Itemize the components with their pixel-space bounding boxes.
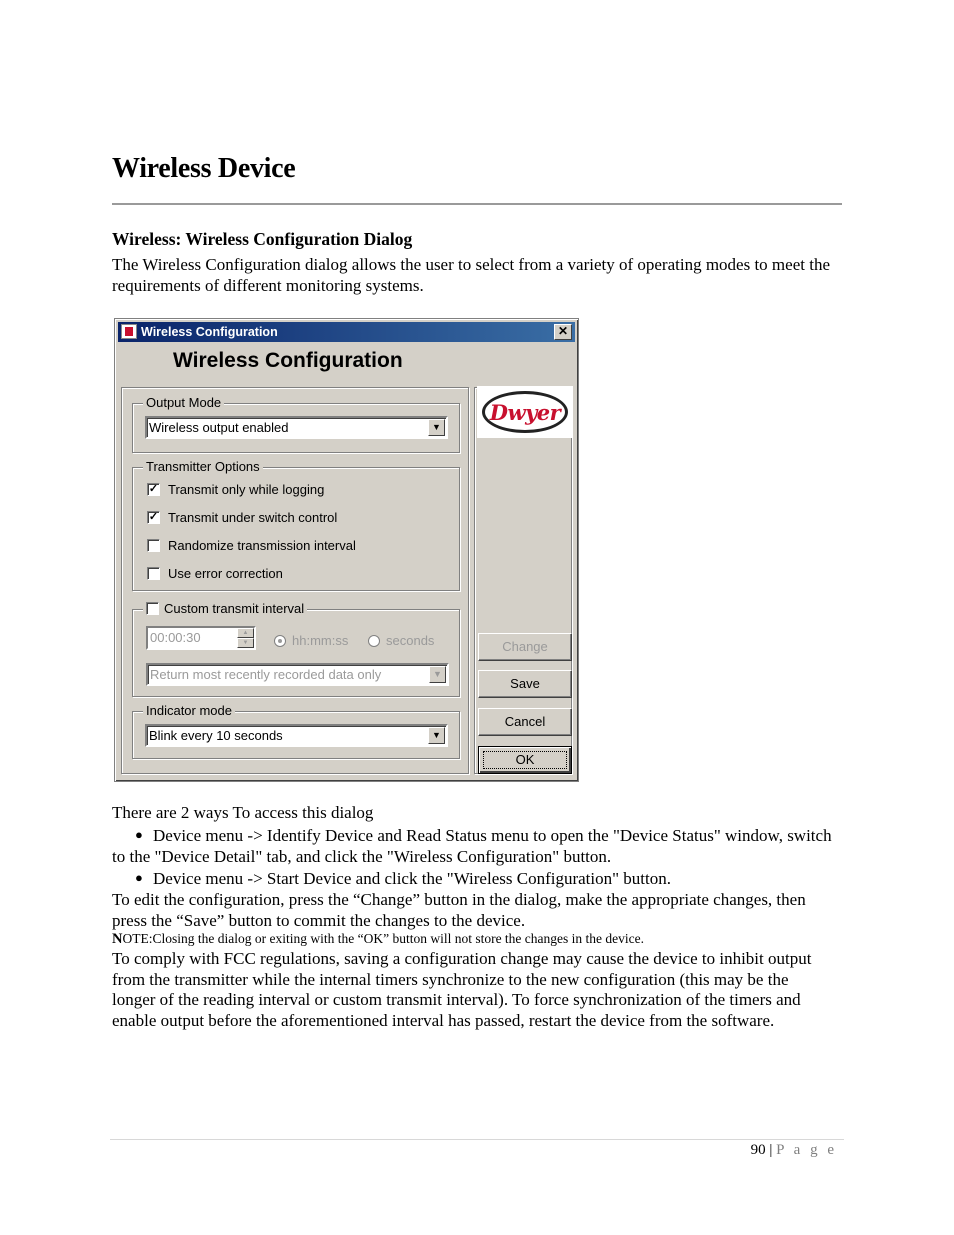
footer-divider xyxy=(110,1139,844,1140)
page-number: 90 xyxy=(750,1142,766,1158)
checkbox-checked-icon[interactable]: ✓ xyxy=(148,511,159,523)
custom-interval-group xyxy=(132,601,460,697)
dialog-titlebar xyxy=(118,322,575,342)
checkbox-unchecked-icon[interactable] xyxy=(147,567,160,580)
interval-time-value: 00:00:30 xyxy=(150,630,201,645)
dialog-heading: Wireless Configuration xyxy=(173,349,403,372)
bullet-icon: ● xyxy=(135,827,143,842)
spin-up-icon[interactable]: ▲ xyxy=(237,628,254,638)
indicator-mode-value: Blink every 10 seconds xyxy=(149,728,283,743)
spin-down-icon[interactable]: ▼ xyxy=(237,638,254,648)
dialog-window-title: Wireless Configuration xyxy=(141,325,278,339)
focus-ring xyxy=(483,751,567,769)
radio-hhmmss[interactable]: hh:mm:ss xyxy=(274,633,348,648)
note-paragraph: NOTE:Closing the dialog or exiting with the “OK” button will not store the changes in the device. xyxy=(112,931,645,947)
data-return-value: Return most recently recorded data only xyxy=(150,667,382,682)
ok-button[interactable]: OK xyxy=(478,746,572,774)
error-correction-checkbox[interactable]: Use error correction xyxy=(147,566,283,581)
edit-paragraph: To edit the configuration, press the “Change” button in the dialog, make the appropriate changes, then press the “Save” button to commit the changes to the device. xyxy=(112,890,806,930)
page-footer xyxy=(751,1142,837,1159)
radio-seconds[interactable]: seconds xyxy=(368,633,434,648)
radio-selected-icon[interactable] xyxy=(274,635,286,647)
transmitter-options-legend: Transmitter Options xyxy=(143,459,263,474)
data-return-select[interactable] xyxy=(146,663,449,686)
checkbox-unchecked-icon[interactable] xyxy=(147,539,160,552)
radio-unselected-icon[interactable] xyxy=(368,635,380,647)
cancel-button[interactable]: Cancel xyxy=(478,708,572,736)
transmit-while-logging-checkbox[interactable]: ✓ Transmit only while logging xyxy=(148,482,325,497)
dwyer-logo xyxy=(477,386,573,438)
logo-text: Dwyer xyxy=(489,399,561,425)
transmit-switch-control-checkbox[interactable]: ✓ Transmit under switch control xyxy=(148,510,338,525)
fcc-paragraph: To comply with FCC regulations, saving a configuration change may cause the device to inhibit output from the transmitter while the internal timers synchronize to the new configuration (this may be the longer of the reading interval or custom transmit interval). To force synchronization of the timers and enable output before the aforementioned interval has passed, restart the device from the software. xyxy=(112,949,812,1030)
output-mode-group xyxy=(132,395,460,453)
chevron-down-icon[interactable]: ▼ xyxy=(428,727,445,744)
bullet-icon: ● xyxy=(135,870,143,885)
access-intro: There are 2 ways To access this dialog xyxy=(112,803,374,822)
output-mode-legend: Output Mode xyxy=(143,395,224,410)
chevron-down-icon[interactable]: ▼ xyxy=(428,419,445,436)
intro-paragraph: The Wireless Configuration dialog allows the user to select from a variety of operating modes to meet the requirements of different monitoring systems. xyxy=(112,255,830,295)
custom-interval-legend[interactable]: Custom transmit interval xyxy=(143,601,307,616)
close-icon[interactable]: ✕ xyxy=(554,324,572,340)
title-divider xyxy=(112,203,842,205)
output-mode-select[interactable] xyxy=(145,416,448,439)
randomize-interval-checkbox[interactable]: Randomize transmission interval xyxy=(147,538,356,553)
output-mode-value: Wireless output enabled xyxy=(149,420,289,435)
checkbox-checked-icon[interactable]: ✓ xyxy=(148,483,159,495)
app-icon xyxy=(121,324,137,339)
chevron-down-icon[interactable]: ▼ xyxy=(429,666,446,683)
wireless-configuration-dialog xyxy=(114,318,579,782)
footer-page-label: P a g e xyxy=(776,1142,837,1158)
transmitter-options-group xyxy=(132,459,460,591)
indicator-mode-select[interactable] xyxy=(145,724,448,747)
footer-separator: | xyxy=(769,1142,773,1158)
save-button[interactable]: Save xyxy=(478,670,572,698)
section-heading: Wireless: Wireless Configuration Dialog xyxy=(112,229,413,249)
bullet-item-2: Device menu -> Start Device and click the "Wireless Configuration" button. xyxy=(153,869,671,888)
change-button[interactable]: Change xyxy=(478,633,572,661)
logo-oval xyxy=(482,391,568,433)
checkbox-unchecked-icon[interactable] xyxy=(146,602,159,615)
interval-time-spinner[interactable] xyxy=(146,626,256,650)
indicator-mode-legend: Indicator mode xyxy=(143,703,235,718)
indicator-mode-group xyxy=(132,703,460,759)
bullet-item-1: Device menu -> Identify Device and Read Status menu to open the "Device Status" window, switch to the "Device Detail" tab, and click the "Wireless Configuration" button. xyxy=(112,826,832,866)
page-title: Wireless Device xyxy=(112,153,296,184)
